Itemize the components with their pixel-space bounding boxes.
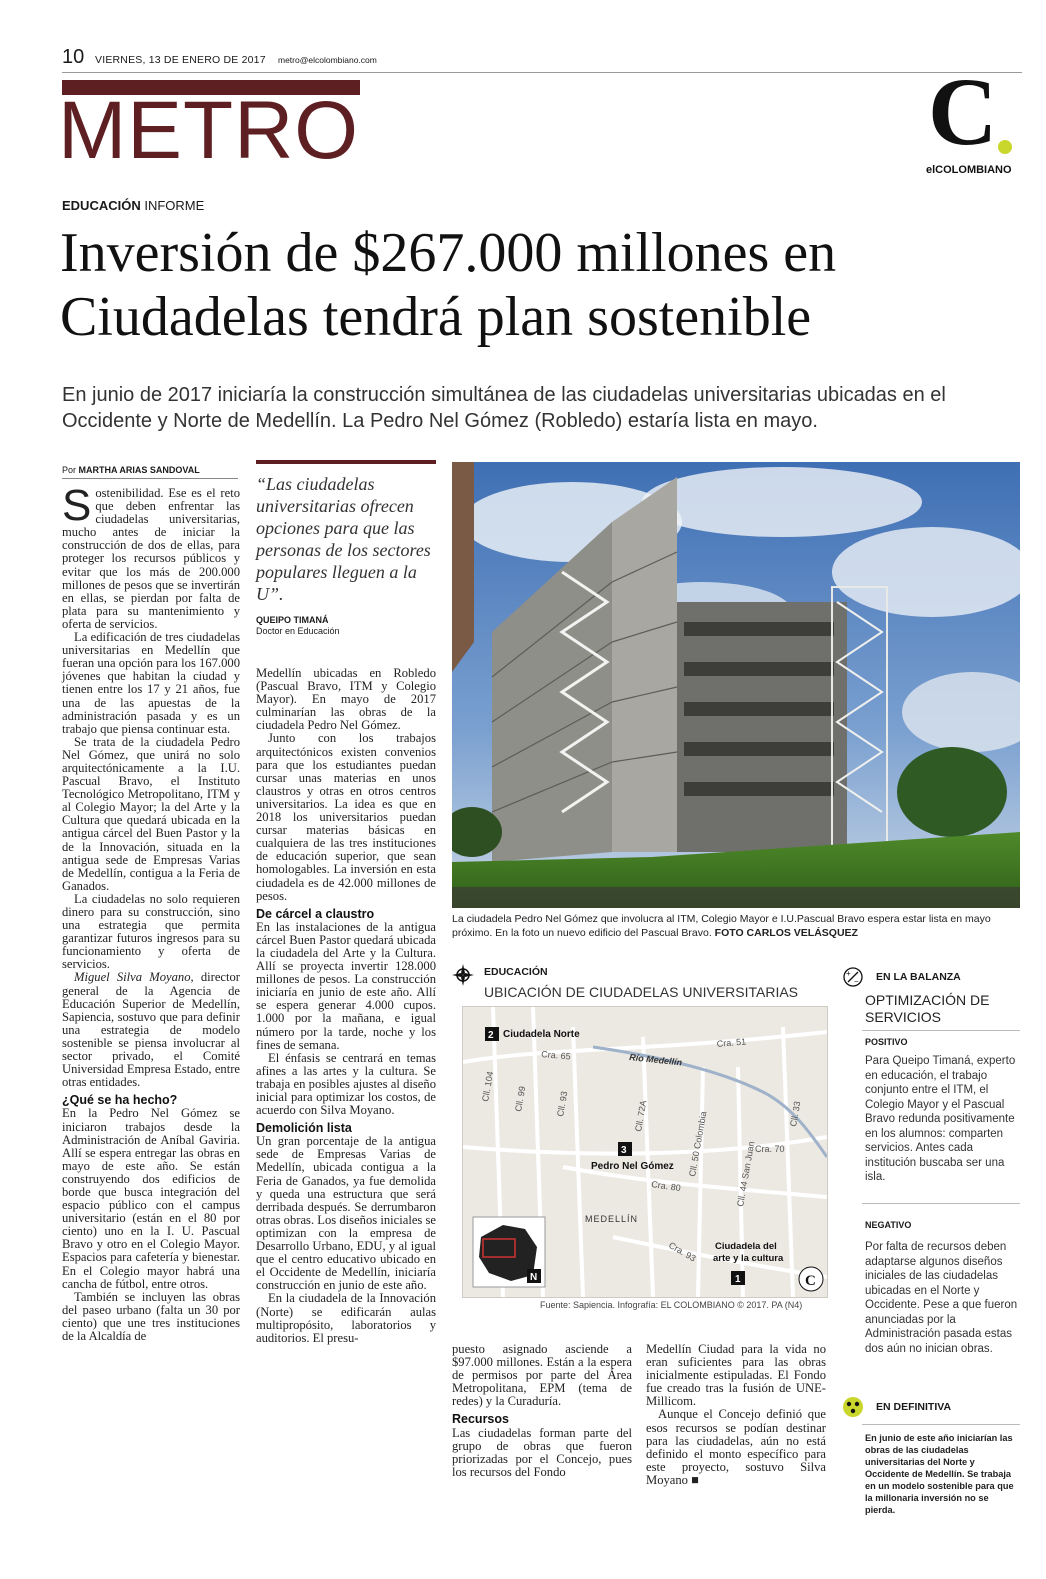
street-label: Cra. 70 xyxy=(755,1144,785,1154)
article-column-2 xyxy=(256,667,436,1345)
paragraph xyxy=(62,481,240,631)
map-title: UBICACIÓN DE CIUDADELAS UNIVERSITARIAS xyxy=(484,984,799,1000)
svg-text:+: + xyxy=(846,969,851,978)
svg-text:−: − xyxy=(854,977,859,986)
compass-icon xyxy=(452,964,474,986)
paragraph-text: Aunque el Concejo definió que esos recursos se podían destinar para las ciudadelas, aún no está definido el monto específico para este proyecto, sostuvo Silva Moyano xyxy=(646,1407,826,1487)
kicker-type: INFORME xyxy=(144,198,205,213)
subheading: Demolición lista xyxy=(256,1121,352,1136)
byline-author: MARTHA ARIAS SANDOVAL xyxy=(78,465,200,475)
street-label: Cll. 93 xyxy=(555,1090,570,1118)
pull-quote-role: Doctor en Educación xyxy=(256,626,340,636)
map-graphic xyxy=(463,1007,827,1297)
end-mark-icon: ■ xyxy=(691,1472,699,1487)
pull-quote-bar xyxy=(256,460,436,464)
paragraph: En las instalaciones de la antigua cárcel Buen Pastor quedará ubicada la ciudadela del Arte y la Cultura. Allí se proyecta invertir 128.000 millones de pesos. La construcción iniciaría en junio de este año. Allí se espera generar 4.000 cupos. 1.000 por la mañana, e igual número por la tarde, noche y los fines de semana. xyxy=(256,919,436,1052)
page-number: 10 xyxy=(62,46,85,68)
street-label: Cra. 93 xyxy=(667,1240,698,1264)
logo-letter: C xyxy=(928,58,998,165)
street-label: Cra. 65 xyxy=(540,1049,572,1062)
marker-number: 1 xyxy=(735,1274,741,1285)
paragraph: También se incluyen las obras del paseo urbano (falta un 30 por ciento) que une tres instituciones de la Alcaldía de xyxy=(62,1289,240,1343)
marker-label: Pedro Nel Gómez xyxy=(591,1161,674,1172)
paragraph-text: ostenibilidad. Ese es el reto que deben enfrentar las ciudadelas universitarias, mucho antes de iniciar la construcción de dos de ellas, para proteger los recursos públicos y evitar que los más de 200.000 millones de pesos que se invertirán en ellas, se pierdan por falta de plata para su mantenimiento y oferta de servicios. xyxy=(62,486,240,631)
map-source: Fuente: Sapiencia. Infografía: EL COLOMBIANO © 2017. PA (N4) xyxy=(540,1300,803,1310)
byline-prefix: Por xyxy=(62,465,77,475)
marker-label: Ciudadela del xyxy=(715,1241,777,1252)
street-label: Cll. 72A xyxy=(633,1099,649,1133)
article-kicker xyxy=(62,198,204,213)
photo-illustration xyxy=(452,462,1020,908)
sidebar-kicker: EN LA BALANZA xyxy=(876,971,961,983)
logo-badge-letter: C xyxy=(805,1273,816,1289)
negative-text: Por falta de recursos deben adaptarse algunos diseños iniciales de las ciudadelas ubicadas en el Norte y Occidente. Pese a que fueron anunciadas por la Administración pasada estas dos aún no inician obras. xyxy=(865,1241,1018,1355)
location-map xyxy=(462,1006,828,1298)
paragraph: En la Pedro Nel Gómez se iniciaron trabajos desde la Administración de Aníbal Gaviria. Allí se espera entregar las obras en mayo de este año. Se están construyendo dos edificios de borde que busca integración del espacio público con el campus universitario (están en el 80 por ciento) uno en la I. U. Pascual Bravo y otro en el Colegio Mayor. Espacios para cafetería y bienestar. En el Colegio mayor habrá una cancha de fútbol, entre otros. xyxy=(62,1106,240,1291)
article-column-1 xyxy=(62,481,240,1343)
sidebar-title: OPTIMIZACIÓN DE SERVICIOS xyxy=(865,992,990,1025)
pull-quote: “Las ciudadelas universitarias ofrecen opciones para que las personas de los sectores populares lleguen a la U”. xyxy=(256,474,431,604)
street-label: Cra. 51 xyxy=(716,1036,747,1049)
caption-text: La ciudadela Pedro Nel Gómez que involucra al ITM, Colegio Mayor e I.U.Pascual Bravo espera estar lista en mayo próximo. En la foto un nuevo edificio del Pascual Bravo. xyxy=(452,913,991,939)
summary-text: En junio de este año iniciarían las obras de las ciudadelas universitarias del Norte y Occidente de Medellín. Se trabaja en un modelo sostenible para que la millonaria inversión no se pierda. xyxy=(865,1433,1014,1515)
paragraph xyxy=(646,1408,826,1487)
summary-kicker: EN DEFINITIVA xyxy=(876,1401,952,1413)
paragraph: Se trata de la ciudadela Pedro Nel Gómez, que unirá no solo arquitectónicamente a la I.U. Pascual Bravo, el Instituto Tecnológico Metropolitano, ITM y al Colegio Mayor; la del Arte y la Cultura que quedará ubicada en la antigua cárcel del Buen Pastor y la de la Innovación, situada en la antigua sede de Empresas Varias de Medellín, contigua a la Feria de Ganados. xyxy=(62,734,240,893)
marker-number: 2 xyxy=(488,1030,494,1041)
balance-icon xyxy=(843,967,863,987)
header-rule xyxy=(62,72,1022,73)
marker-number: 3 xyxy=(621,1145,627,1156)
marker-label: Ciudadela Norte xyxy=(503,1029,580,1040)
pull-quote-author: QUEIPO TIMANÁ xyxy=(256,615,329,625)
paragraph-text: director general de la Agencia de Educación Superior de Medellín, Sapiencia, sostuvo que para definir una estrategia de modelo sostenible se piensa involucrar al sector privado, el Comité Universidad Empresa Estado, entre otras entidades. xyxy=(62,970,240,1090)
paragraph: Un gran porcentaje de la antigua sede de Empresas Varias de Medellín, ubicada contigua a la Feria de Ganados, ya fue demolida y queda una estructura que será derribada después. Se derrumbaron otras obras. Los diseños iniciales se optimizan con la empresa de Desarrollo Urbano, EDU, y al igual que el centro educativo ubicado en el Occidente de Medellín, iniciaría construcción en junio de este año. xyxy=(256,1134,436,1293)
kicker-category: EDUCACIÓN xyxy=(62,198,141,213)
river-label: Río Medellín xyxy=(628,1052,683,1068)
subheading: Recursos xyxy=(452,1412,509,1427)
sidebar-rule xyxy=(862,1203,1020,1204)
paragraph: Medellín ubicadas en Robledo (Pascual Bravo, ITM y Colegio Mayor). En mayo de 2017 culminarían las obras de la ciudadela Pedro Nel Gómez. xyxy=(256,666,436,733)
headline: Inversión de $267.000 millones en Ciudadelas tendrá plan sostenible xyxy=(60,222,837,348)
building-photo xyxy=(452,462,1020,908)
paragraph xyxy=(62,971,240,1089)
subheading: De cárcel a claustro xyxy=(256,906,375,921)
paragraph: Medellín Ciudad para la vida no eran suficientes para las obras inicialmente estipuladas. El Fondo fue creado tras la fusión de UNE-Millicom. xyxy=(646,1342,826,1409)
city-label: MEDELLÍN xyxy=(585,1214,639,1224)
dateline: VIERNES, 13 DE ENERO DE 2017 xyxy=(95,54,266,66)
sidebar-rule xyxy=(862,1424,1020,1425)
street-label: Cll. 50 Colombia xyxy=(687,1110,709,1178)
article-column-4 xyxy=(646,1343,826,1487)
positive-label: POSITIVO xyxy=(865,1037,908,1047)
paragraph: La ciudadelas no solo requieren dinero para su construcción, sino una estrategia que permita garantizar futuros ingresos para su funcionamiento y oferta de servicios. xyxy=(62,891,240,972)
paragraph: El énfasis se centrará en temas afines a las artes y la cultura. Se trabaja en posibles ajustes al diseño inicial para optimizar los costos, de acuerdo con Silva Moyano. xyxy=(256,1050,436,1118)
paragraph: puesto asignado asciende a $97.000 millones. Están a la espera de permisos por parte del Área Metropolitana, EPM (tema de redes) y la Curaduría. xyxy=(452,1342,632,1409)
photo-credit: FOTO CARLOS VELÁSQUEZ xyxy=(714,927,858,939)
negative-label: NEGATIVO xyxy=(865,1220,912,1230)
section-email: metro@elcolombiano.com xyxy=(278,55,377,65)
article-column-3 xyxy=(452,1343,632,1479)
deck: En junio de 2017 iniciaría la construcción simultánea de las ciudadelas universitarias ubicadas en el Occidente y Norte de Medellín. La Pedro Nel Gómez (Robledo) estaría lista en mayo. xyxy=(62,384,946,433)
summary-icon xyxy=(842,1396,864,1418)
paragraph: La edificación de tres ciudadelas universitarias en Medellín que fueran una opción para los 167.000 jóvenes que habitan la ciudad y tienen entre los 17 y 21 años, fue una de las apuestas de la administración pasada y es un trabajo que piensa continuar esta. xyxy=(62,630,240,736)
byline xyxy=(62,465,200,475)
logo-wordmark: elCOLOMBIANO xyxy=(926,164,1012,176)
paragraph: Junto con los trabajos arquitectónicos existen convenios para que los estudiantes puedan cursar unas materias en unos claustros y otras en otros centros universitarios. La idea es que en 2018 los universitarios puedan cursar materias básicas en cualquiera de las tres instituciones de educación superior, que sean homologables. La inversión en esta ciudadela es de 42.000 millones de pesos. xyxy=(256,731,436,903)
quoted-name: Miguel Silva Moyano, xyxy=(74,970,194,985)
logo-dot-icon xyxy=(998,140,1012,154)
north-label: N xyxy=(530,1272,538,1283)
street-label: Cll. 33 xyxy=(788,1100,803,1128)
subheading: ¿Qué se ha hecho? xyxy=(62,1093,178,1108)
paragraph: Las ciudadelas forman parte del grupo de obras que fueron priorizadas por el Concejo, pues los recursos del Fondo xyxy=(452,1425,632,1479)
photo-caption xyxy=(452,912,1020,940)
map-kicker: EDUCACIÓN xyxy=(484,966,548,978)
positive-text: Para Queipo Timaná, experto en educación, el trabajo conjunto entre el ITM, el Colegio Mayor y el Pascual Bravo redunda positivamente en los alumnos: comparten servicios. Antes cada institución buscaba ser una isla. xyxy=(865,1055,1016,1183)
street-label: Cra. 80 xyxy=(650,1179,682,1194)
section-title: METRO xyxy=(58,85,360,176)
el-colombiano-logo xyxy=(924,58,1022,176)
marker-label: arte y la cultura xyxy=(713,1253,784,1264)
street-label: Cll. 44 San Juan xyxy=(735,1140,757,1208)
street-label: Cll. 99 xyxy=(513,1085,528,1113)
drop-cap: S xyxy=(62,481,92,530)
paragraph: En la ciudadela de la Innovación (Norte) se edificarán aulas multipropósito, laboratorios y auditorios. El presu- xyxy=(256,1291,436,1345)
byline-rule xyxy=(62,478,238,479)
sidebar-rule xyxy=(862,1030,1020,1031)
street-label: Cll. 104 xyxy=(480,1070,496,1103)
